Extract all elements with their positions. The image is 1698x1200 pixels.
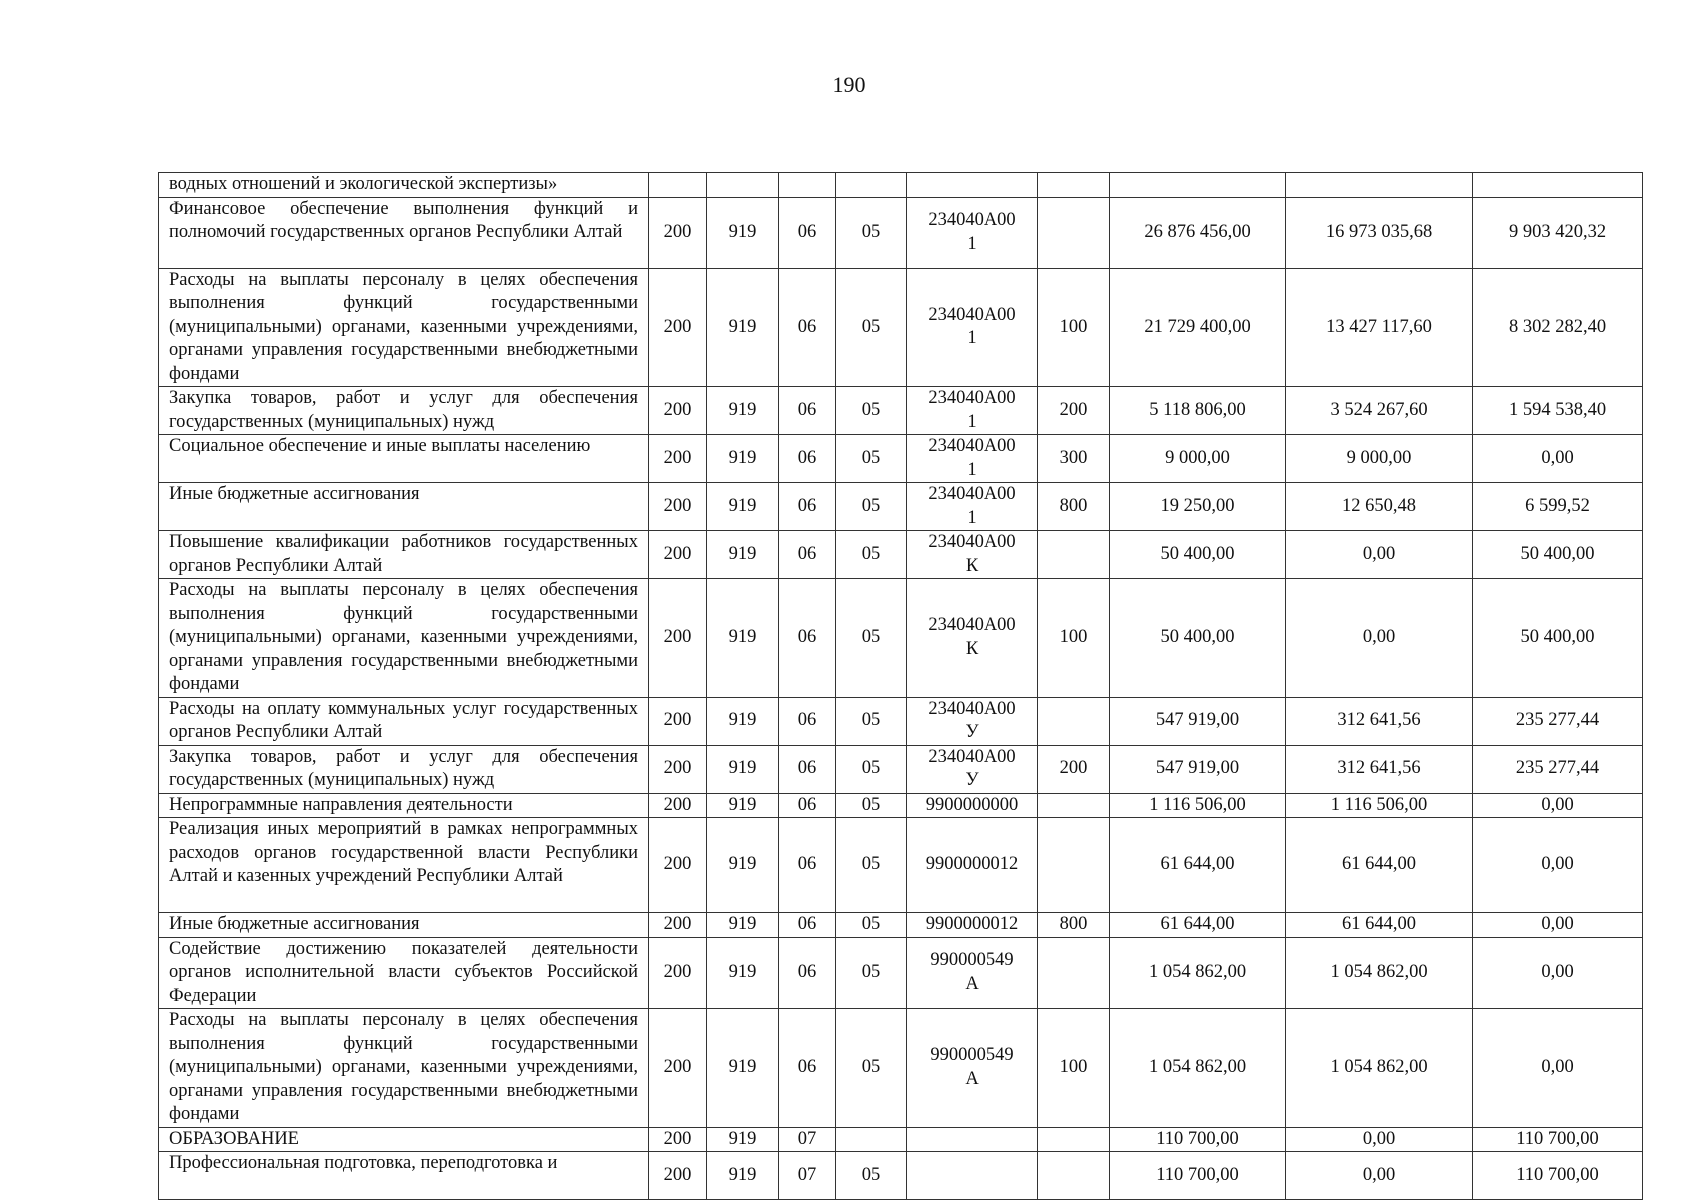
row-expense-type	[1038, 697, 1110, 745]
table-row	[159, 697, 1643, 745]
row-code-subsection: 05	[836, 1009, 907, 1128]
row-description: водных отношений и экологической экспертизы»	[159, 173, 649, 198]
row-amount-federal: 3 524 267,60	[1286, 387, 1473, 435]
row-expense-type: 800	[1038, 913, 1110, 938]
row-amount-total: 547 919,00	[1110, 745, 1286, 793]
row-code-section: 06	[779, 745, 836, 793]
row-code-admin: 200	[649, 1009, 707, 1128]
row-code-admin: 200	[649, 387, 707, 435]
row-code-ministry: 919	[707, 1009, 779, 1128]
row-code-admin: 200	[649, 268, 707, 387]
row-amount-federal: 0,00	[1286, 1127, 1473, 1152]
row-amount-federal: 312 641,56	[1286, 745, 1473, 793]
row-code-section: 06	[779, 197, 836, 268]
row-expense-type	[1038, 531, 1110, 579]
row-amount-federal: 61 644,00	[1286, 913, 1473, 938]
row-amount-federal: 0,00	[1286, 579, 1473, 698]
row-expense-type	[1038, 197, 1110, 268]
row-target-article: 234040А001	[907, 268, 1038, 387]
row-amount-federal: 0,00	[1286, 1152, 1473, 1200]
row-code-section: 07	[779, 1152, 836, 1200]
row-code-admin: 200	[649, 531, 707, 579]
table-row	[159, 531, 1643, 579]
row-amount-total: 110 700,00	[1110, 1127, 1286, 1152]
row-amount-total: 9 000,00	[1110, 435, 1286, 483]
row-expense-type	[1038, 818, 1110, 913]
row-amount-total: 50 400,00	[1110, 579, 1286, 698]
row-description: Социальное обеспечение и иные выплаты населению	[159, 435, 649, 483]
row-amount-total: 1 116 506,00	[1110, 793, 1286, 818]
row-amount-total: 1 054 862,00	[1110, 937, 1286, 1009]
row-amount-federal: 13 427 117,60	[1286, 268, 1473, 387]
row-code-subsection: 05	[836, 268, 907, 387]
row-code-ministry: 919	[707, 937, 779, 1009]
row-code-subsection: 05	[836, 531, 907, 579]
row-target-article: 234040А001	[907, 197, 1038, 268]
table-row	[159, 1152, 1643, 1200]
row-code-ministry: 919	[707, 197, 779, 268]
row-amount-total	[1110, 173, 1286, 198]
row-code-subsection: 05	[836, 913, 907, 938]
row-code-section: 06	[779, 1009, 836, 1128]
table-row	[159, 435, 1643, 483]
row-amount-regional: 0,00	[1473, 1009, 1643, 1128]
row-amount-regional: 0,00	[1473, 913, 1643, 938]
row-code-subsection: 05	[836, 197, 907, 268]
table-row	[159, 745, 1643, 793]
row-amount-total: 50 400,00	[1110, 531, 1286, 579]
row-code-subsection: 05	[836, 579, 907, 698]
row-amount-federal	[1286, 173, 1473, 198]
row-code-admin: 200	[649, 579, 707, 698]
row-code-section: 06	[779, 937, 836, 1009]
row-amount-total: 1 054 862,00	[1110, 1009, 1286, 1128]
row-amount-total: 547 919,00	[1110, 697, 1286, 745]
row-expense-type: 100	[1038, 579, 1110, 698]
row-code-section: 06	[779, 579, 836, 698]
row-code-section: 06	[779, 268, 836, 387]
row-code-ministry: 919	[707, 268, 779, 387]
row-expense-type	[1038, 793, 1110, 818]
row-description: ОБРАЗОВАНИЕ	[159, 1127, 649, 1152]
row-code-admin: 200	[649, 1152, 707, 1200]
row-code-section: 07	[779, 1127, 836, 1152]
row-target-article: 234040А001	[907, 387, 1038, 435]
row-code-subsection: 05	[836, 697, 907, 745]
row-description: Содействие достижению показателей деятельности органов исполнительной власти субъектов Российской Федерации	[159, 937, 649, 1009]
table-row	[159, 483, 1643, 531]
row-description: Расходы на выплаты персоналу в целях обеспечения выполнения функций государственными (муниципальными) органами, казенными учреждениями, органами управления государственными внебюджетными фондами	[159, 268, 649, 387]
budget-table	[158, 172, 1643, 1200]
row-code-admin: 200	[649, 818, 707, 913]
row-amount-federal: 1 116 506,00	[1286, 793, 1473, 818]
row-amount-regional: 50 400,00	[1473, 579, 1643, 698]
row-code-subsection: 05	[836, 818, 907, 913]
row-amount-regional	[1473, 173, 1643, 198]
row-code-subsection: 05	[836, 483, 907, 531]
row-code-ministry: 919	[707, 697, 779, 745]
row-amount-regional: 1 594 538,40	[1473, 387, 1643, 435]
row-amount-total: 61 644,00	[1110, 818, 1286, 913]
table-row	[159, 1009, 1643, 1128]
table-row	[159, 818, 1643, 913]
row-amount-regional: 6 599,52	[1473, 483, 1643, 531]
row-code-subsection: 05	[836, 435, 907, 483]
row-target-article: 234040А001	[907, 483, 1038, 531]
row-amount-total: 26 876 456,00	[1110, 197, 1286, 268]
row-amount-federal: 12 650,48	[1286, 483, 1473, 531]
row-code-ministry: 919	[707, 387, 779, 435]
row-code-ministry: 919	[707, 483, 779, 531]
row-code-ministry: 919	[707, 531, 779, 579]
row-amount-federal: 312 641,56	[1286, 697, 1473, 745]
row-target-article: 234040А001	[907, 435, 1038, 483]
row-code-admin: 200	[649, 913, 707, 938]
row-code-ministry: 919	[707, 579, 779, 698]
row-code-subsection	[836, 173, 907, 198]
row-description: Расходы на выплаты персоналу в целях обеспечения выполнения функций государственными (муниципальными) органами, казенными учреждениями, органами управления государственными внебюджетными фондами	[159, 1009, 649, 1128]
row-target-article: 9900000012	[907, 818, 1038, 913]
row-amount-federal: 1 054 862,00	[1286, 1009, 1473, 1128]
row-code-ministry	[707, 173, 779, 198]
row-expense-type	[1038, 937, 1110, 1009]
row-code-section: 06	[779, 818, 836, 913]
row-code-admin: 200	[649, 937, 707, 1009]
row-code-ministry: 919	[707, 745, 779, 793]
row-expense-type: 100	[1038, 1009, 1110, 1128]
table-body	[159, 173, 1643, 1200]
table-row	[159, 1127, 1643, 1152]
table-row	[159, 793, 1643, 818]
row-code-ministry: 919	[707, 913, 779, 938]
row-target-article: 990000549А	[907, 1009, 1038, 1128]
row-description: Непрограммные направления деятельности	[159, 793, 649, 818]
row-code-subsection: 05	[836, 1152, 907, 1200]
table-row	[159, 173, 1643, 198]
row-amount-federal: 1 054 862,00	[1286, 937, 1473, 1009]
row-code-subsection	[836, 1127, 907, 1152]
row-amount-regional: 235 277,44	[1473, 697, 1643, 745]
row-amount-regional: 110 700,00	[1473, 1127, 1643, 1152]
row-amount-federal: 9 000,00	[1286, 435, 1473, 483]
row-code-section: 06	[779, 913, 836, 938]
row-code-admin: 200	[649, 197, 707, 268]
row-expense-type: 300	[1038, 435, 1110, 483]
row-code-ministry: 919	[707, 818, 779, 913]
row-code-admin: 200	[649, 1127, 707, 1152]
row-amount-total: 61 644,00	[1110, 913, 1286, 938]
row-amount-federal: 61 644,00	[1286, 818, 1473, 913]
row-amount-regional: 9 903 420,32	[1473, 197, 1643, 268]
page-number: 190	[832, 72, 866, 97]
row-amount-regional: 0,00	[1473, 818, 1643, 913]
row-amount-regional: 0,00	[1473, 937, 1643, 1009]
row-code-subsection: 05	[836, 745, 907, 793]
row-expense-type: 200	[1038, 387, 1110, 435]
row-code-subsection: 05	[836, 793, 907, 818]
row-description: Закупка товаров, работ и услуг для обеспечения государственных (муниципальных) нужд	[159, 745, 649, 793]
row-amount-regional: 0,00	[1473, 793, 1643, 818]
row-code-ministry: 919	[707, 1127, 779, 1152]
row-code-admin: 200	[649, 435, 707, 483]
row-code-section: 06	[779, 697, 836, 745]
row-expense-type	[1038, 173, 1110, 198]
row-expense-type	[1038, 1127, 1110, 1152]
row-code-admin: 200	[649, 483, 707, 531]
row-description: Повышение квалификации работников государственных органов Республики Алтай	[159, 531, 649, 579]
row-description: Финансовое обеспечение выполнения функций и полномочий государственных органов Республики Алтай	[159, 197, 649, 268]
row-target-article: 234040А00К	[907, 579, 1038, 698]
row-target-article	[907, 1127, 1038, 1152]
row-target-article: 234040А00У	[907, 745, 1038, 793]
row-description: Профессиональная подготовка, переподготовка и	[159, 1152, 649, 1200]
row-target-article: 234040А00К	[907, 531, 1038, 579]
row-amount-regional: 8 302 282,40	[1473, 268, 1643, 387]
table-row	[159, 913, 1643, 938]
row-description: Расходы на выплаты персоналу в целях обеспечения выполнения функций государственными (муниципальными) органами, казенными учреждениями, органами управления государственными внебюджетными фондами	[159, 579, 649, 698]
row-code-section: 06	[779, 483, 836, 531]
row-amount-total: 110 700,00	[1110, 1152, 1286, 1200]
row-target-article	[907, 1152, 1038, 1200]
table-row	[159, 579, 1643, 698]
table-row	[159, 937, 1643, 1009]
table-row	[159, 268, 1643, 387]
row-target-article	[907, 173, 1038, 198]
row-amount-federal: 0,00	[1286, 531, 1473, 579]
row-expense-type: 800	[1038, 483, 1110, 531]
row-description: Реализация иных мероприятий в рамках непрограммных расходов органов государственной власти Республики Алтай и казенных учреждений Республики Алтай	[159, 818, 649, 913]
row-code-section: 06	[779, 793, 836, 818]
row-code-section: 06	[779, 387, 836, 435]
row-amount-regional: 0,00	[1473, 435, 1643, 483]
row-expense-type: 200	[1038, 745, 1110, 793]
row-expense-type: 100	[1038, 268, 1110, 387]
row-amount-regional: 50 400,00	[1473, 531, 1643, 579]
row-code-admin: 200	[649, 697, 707, 745]
row-description: Иные бюджетные ассигнования	[159, 913, 649, 938]
row-target-article: 990000549А	[907, 937, 1038, 1009]
row-code-admin: 200	[649, 745, 707, 793]
row-description: Расходы на оплату коммунальных услуг государственных органов Республики Алтай	[159, 697, 649, 745]
table-row	[159, 197, 1643, 268]
row-amount-total: 5 118 806,00	[1110, 387, 1286, 435]
row-amount-federal: 16 973 035,68	[1286, 197, 1473, 268]
row-target-article: 9900000000	[907, 793, 1038, 818]
row-code-section	[779, 173, 836, 198]
row-code-subsection: 05	[836, 937, 907, 1009]
row-expense-type	[1038, 1152, 1110, 1200]
row-target-article: 234040А00У	[907, 697, 1038, 745]
row-code-subsection: 05	[836, 387, 907, 435]
table-row	[159, 387, 1643, 435]
row-amount-total: 19 250,00	[1110, 483, 1286, 531]
row-description: Закупка товаров, работ и услуг для обеспечения государственных (муниципальных) нужд	[159, 387, 649, 435]
row-code-admin	[649, 173, 707, 198]
row-code-ministry: 919	[707, 793, 779, 818]
row-code-ministry: 919	[707, 435, 779, 483]
row-code-section: 06	[779, 531, 836, 579]
row-description: Иные бюджетные ассигнования	[159, 483, 649, 531]
row-amount-regional: 110 700,00	[1473, 1152, 1643, 1200]
row-code-section: 06	[779, 435, 836, 483]
row-amount-regional: 235 277,44	[1473, 745, 1643, 793]
row-code-ministry: 919	[707, 1152, 779, 1200]
row-code-admin: 200	[649, 793, 707, 818]
row-amount-total: 21 729 400,00	[1110, 268, 1286, 387]
row-target-article: 9900000012	[907, 913, 1038, 938]
